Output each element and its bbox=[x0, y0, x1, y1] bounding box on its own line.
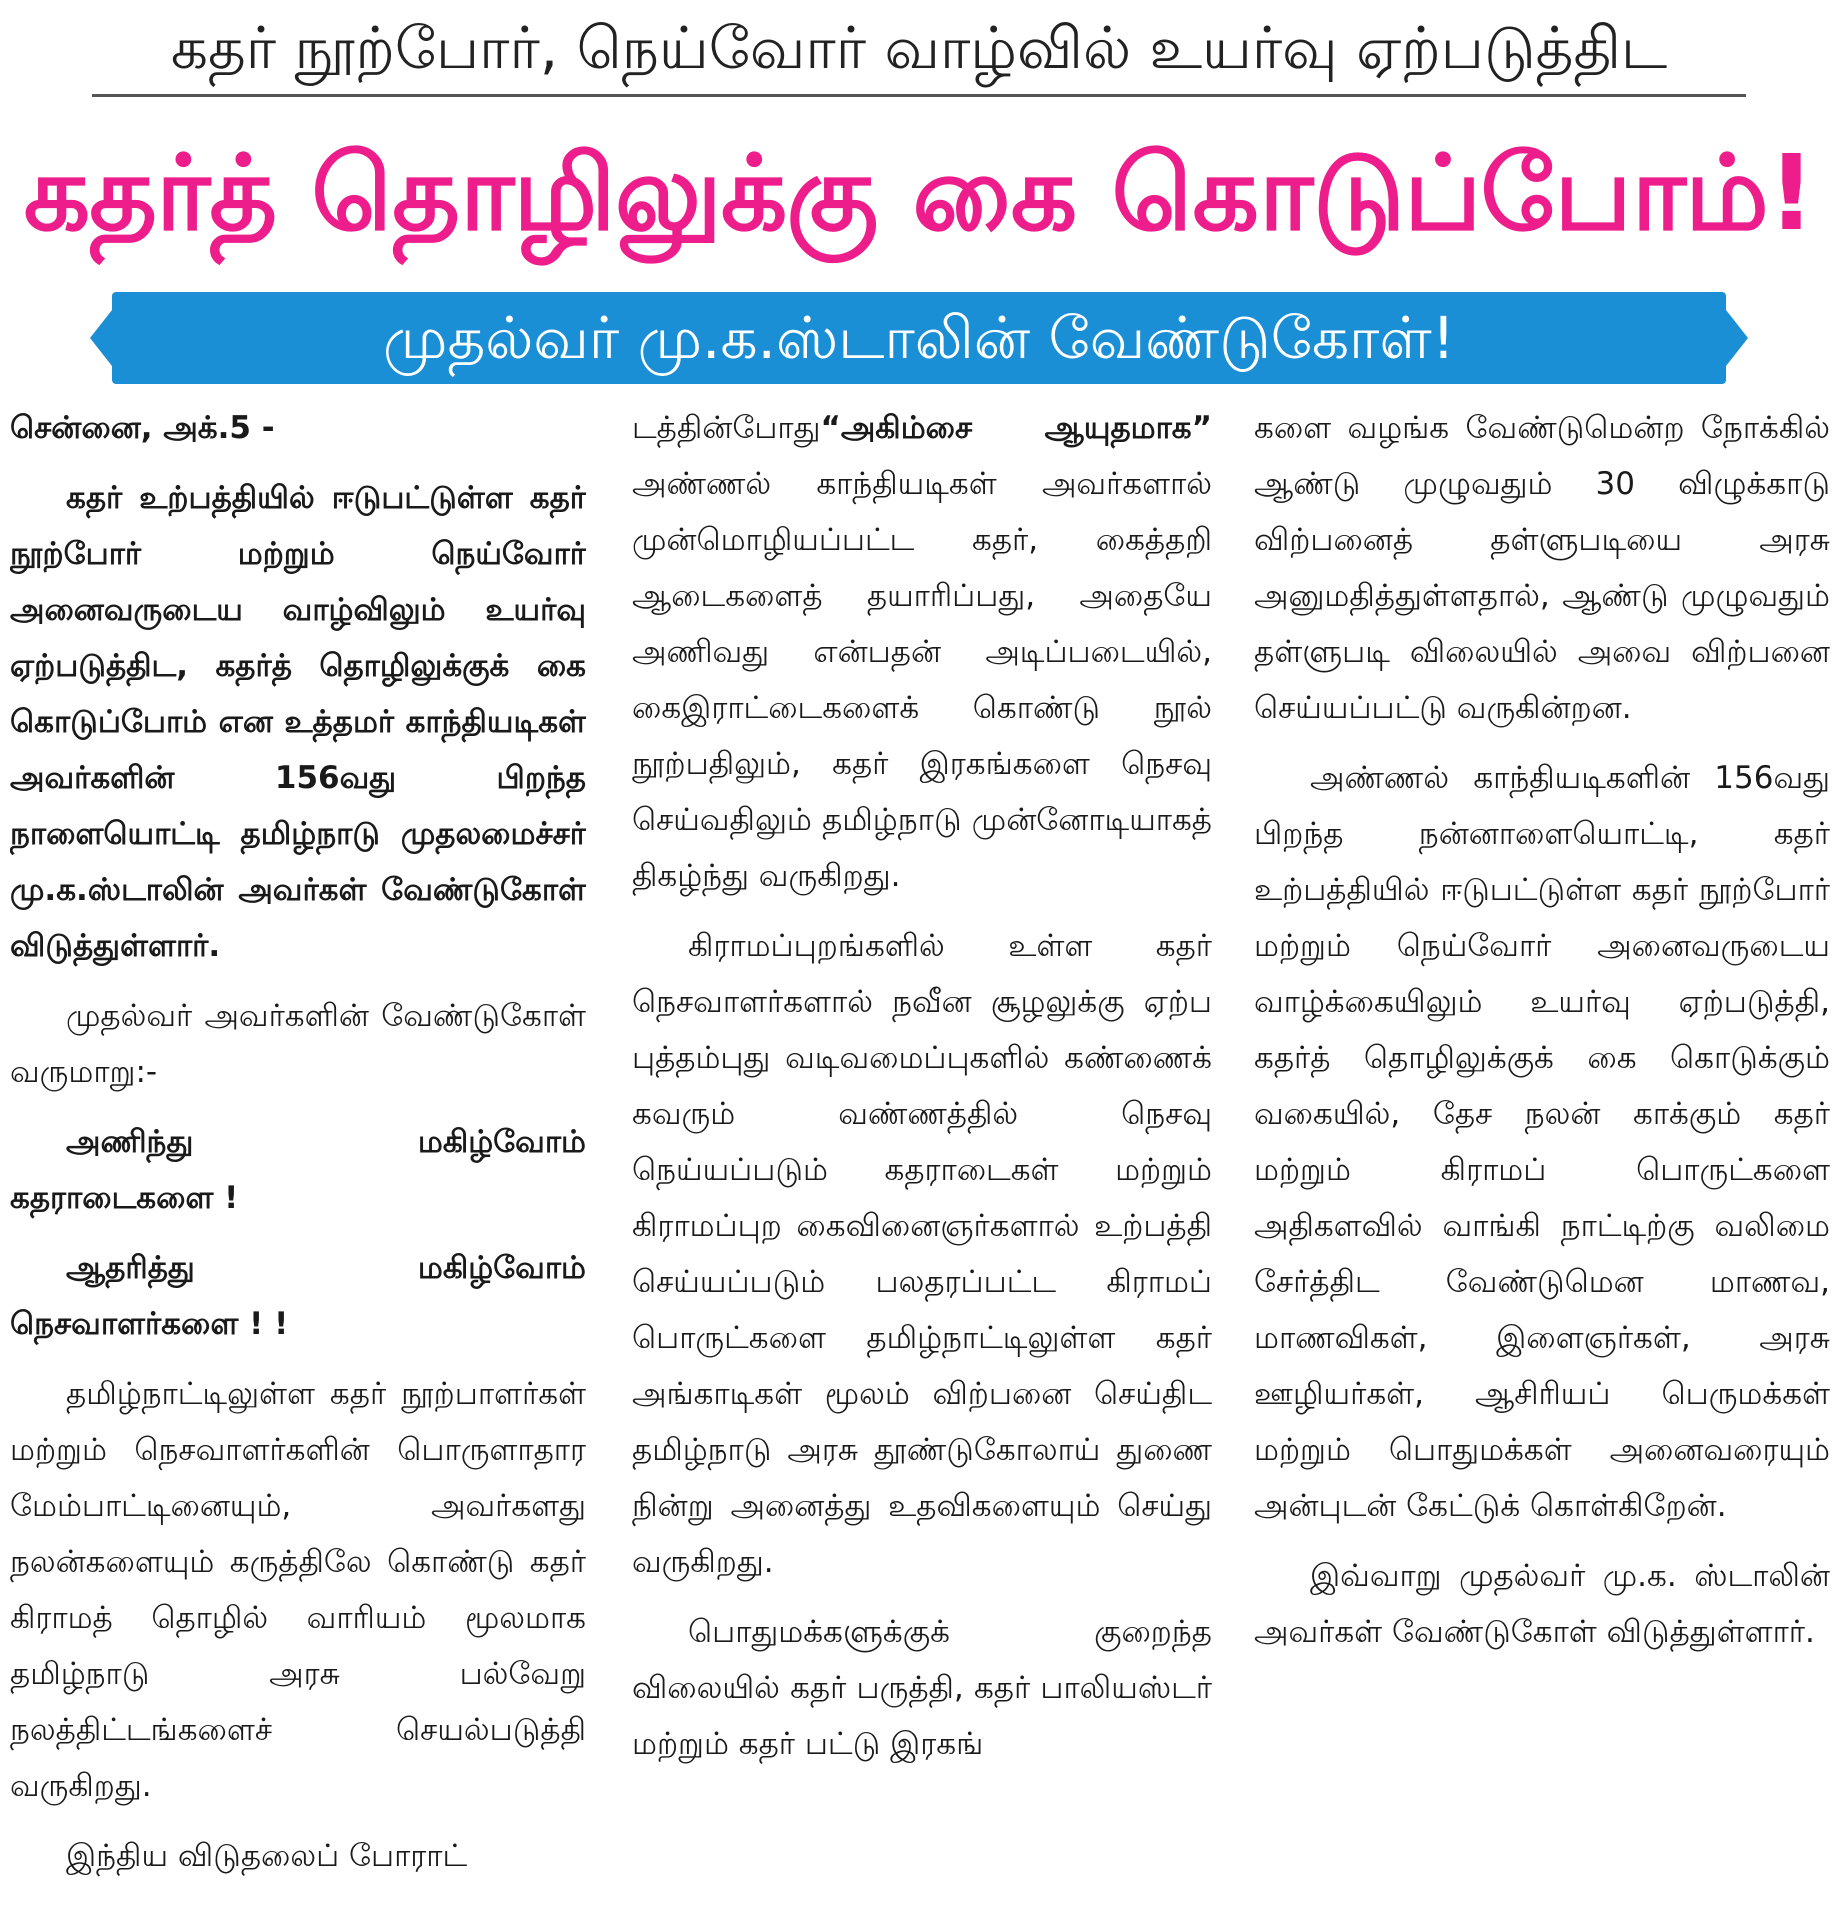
subheadline-banner bbox=[112, 292, 1726, 384]
body-paragraph: கிராமப்புறங்களில் உள்ள கதர் நெசவாளர்களால் நவீன சூழலுக்கு ஏற்ப புத்தம்புது வடிவமைப்புகளில் கண்ணைக் கவரும் வண்ணத்தில் நெசவு நெய்யப்படும் கதராடைகள் மற்றும் கிராமப்புற கைவினைஞர்களால் உற்பத்தி செய்யப்படும் பலதரப்பட்ட கிராமப் பொருட்களை தமிழ்நாட்டிலுள்ள கதர் அங்காடிகள் மூலம் விற்பனை செய்திட தமிழ்நாடு அரசு தூண்டுகோலாய் துணை நின்று அனைத்து உதவிகளையும் செய்து வருகிறது. bbox=[632, 928, 1212, 1580]
article-column-2 bbox=[632, 400, 1212, 1900]
body-paragraph bbox=[632, 400, 1212, 904]
slogan-1: அணிந்து மகிழ்வோம் கதராடைகளை ! bbox=[10, 1124, 586, 1216]
banner-ornament-dot bbox=[1746, 312, 1763, 329]
quoted-phrase: “அகிம்சை ஆயுதமாக” bbox=[820, 410, 1212, 446]
dateline: சென்னை, அக்.5 - bbox=[10, 410, 275, 446]
kicker-line: கதர் நூற்போர், நெய்வோர் வாழ்வில் உயர்வு ஏற்படுத்திட bbox=[170, 14, 1668, 82]
lead-paragraph: கதர் உற்பத்தியில் ஈடுபட்டுள்ள கதர் நூற்போர் மற்றும் நெய்வோர் அனைவருடைய வாழ்விலும் உயர்வு ஏற்படுத்திட, கதர்த் தொழிலுக்குக் கை கொடுப்போம் என உத்தமர் காந்தியடிகள் அவர்களின் 156வது பிறந்த நாளையொட்டி தமிழ்நாடு முதலமைச்சர் மு.க.ஸ்டாலின் அவர்கள் வேண்டுகோள் விடுத்துள்ளார். bbox=[10, 480, 586, 964]
body-paragraph: இந்திய விடுதலைப் போராட் bbox=[66, 1838, 468, 1874]
banner-ornament-dot bbox=[76, 348, 93, 365]
banner-ornament-dot bbox=[1746, 348, 1763, 365]
banner-ornament-dot bbox=[76, 312, 93, 329]
body-paragraph: களை வழங்க வேண்டுமென்ற நோக்கில் ஆண்டு முழுவதும் 30 விழுக்காடு விற்பனைத் தள்ளுபடியை அரசு அனுமதித்துள்ளதால், ஆண்டு முழுவதும் தள்ளுபடி விலையில் அவை விற்பனை செய்யப்பட்டு வருகின்றன. bbox=[1254, 410, 1830, 726]
banner-notch-right bbox=[1726, 310, 1748, 366]
slogan-2: ஆதரித்து மகிழ்வோம் நெசவாளர்களை ! ! bbox=[10, 1250, 586, 1342]
banner-notch-left bbox=[90, 310, 112, 366]
body-paragraph: பொதுமக்களுக்குக் குறைந்த விலையில் கதர் பருத்தி, கதர் பாலியஸ்டர் மற்றும் கதர் பட்டு இரகங் bbox=[632, 1614, 1212, 1762]
article-column-3 bbox=[1254, 400, 1830, 1900]
article-column-1 bbox=[10, 400, 586, 1900]
body-text: அண்ணல் காந்தியடிகள் அவர்களால் முன்மொழியப்பட்ட கதர், கைத்தறி ஆடைகளைத் தயாரிப்பது, அதையே அணிவது என்பதன் அடிப்படையில், கைஇராட்டைகளைக் கொண்டு நூல் நூற்பதிலும், கதர் இரகங்களை நெசவு செய்வதிலும் தமிழ்நாடு முன்னோடியாகத் திகழ்ந்து வருகிறது. bbox=[632, 466, 1212, 894]
body-paragraph: தமிழ்நாட்டிலுள்ள கதர் நூற்பாளர்கள் மற்றும் நெசவாளர்களின் பொருளாதார மேம்பாட்டினையும், அவர்களது நலன்களையும் கருத்திலே கொண்டு கதர் கிராமத் தொழில் வாரியம் மூலமாக தமிழ்நாடு அரசு பல்வேறு நலத்திட்டங்களைச் செயல்படுத்தி வருகிறது. bbox=[10, 1376, 586, 1804]
headline: கதர்த் தொழிலுக்கு கை கொடுப்போம்! bbox=[23, 132, 1815, 254]
body-text: டத்தின்போது bbox=[632, 410, 821, 446]
kicker-divider bbox=[92, 94, 1746, 97]
closing-paragraph: இவ்வாறு முதல்வர் மு.க. ஸ்டாலின் அவர்கள் வேண்டுகோள் விடுத்துள்ளார். bbox=[1254, 1558, 1830, 1650]
intro-paragraph: முதல்வர் அவர்களின் வேண்டுகோள் வருமாறு:- bbox=[10, 998, 586, 1090]
subheadline-text: முதல்வர் மு.க.ஸ்டாலின் வேண்டுகோள்! bbox=[383, 304, 1455, 372]
body-paragraph: அண்ணல் காந்தியடிகளின் 156வது பிறந்த நன்னாளையொட்டி, கதர் உற்பத்தியில் ஈடுபட்டுள்ள கதர் நூற்போர் மற்றும் நெய்வோர் அனைவருடைய வாழ்க்கையிலும் உயர்வு ஏற்படுத்தி, கதர்த் தொழிலுக்குக் கை கொடுக்கும் வகையில், தேச நலன் காக்கும் கதர் மற்றும் கிராமப் பொருட்களை அதிகளவில் வாங்கி நாட்டிற்கு வலிமை சேர்த்திட வேண்டுமென மாணவ, மாணவிகள், இளைஞர்கள், அரசு ஊழியர்கள், ஆசிரியப் பெருமக்கள் மற்றும் பொதுமக்கள் அனைவரையும் அன்புடன் கேட்டுக் கொள்கிறேன். bbox=[1254, 760, 1830, 1524]
